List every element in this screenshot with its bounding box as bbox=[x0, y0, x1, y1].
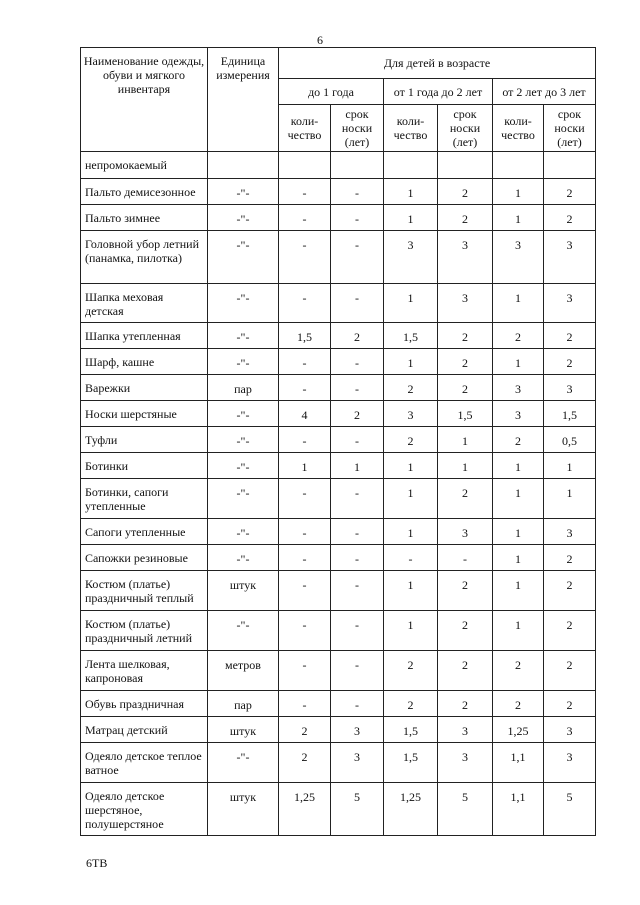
term-cell: 3 bbox=[544, 231, 596, 284]
term-cell: 3 bbox=[438, 717, 493, 743]
item-name: Лента шелковая, капроновая bbox=[81, 651, 208, 691]
term-cell bbox=[331, 152, 384, 179]
qty-cell: 2 bbox=[493, 691, 544, 717]
qty-cell: 2 bbox=[279, 743, 331, 783]
qty-cell: 1,5 bbox=[279, 323, 331, 349]
term-cell: 2 bbox=[438, 691, 493, 717]
page-number: 6 bbox=[317, 33, 323, 47]
qty-cell: - bbox=[279, 427, 331, 453]
term-cell: 3 bbox=[331, 743, 384, 783]
table-row bbox=[81, 205, 596, 231]
term-cell: 2 bbox=[438, 323, 493, 349]
qty-cell: 1 bbox=[493, 611, 544, 651]
table-row bbox=[81, 427, 596, 453]
term-cell: 2 bbox=[438, 479, 493, 519]
qty-cell bbox=[384, 152, 438, 179]
term-cell: 3 bbox=[331, 717, 384, 743]
qty-cell: 1,5 bbox=[384, 743, 438, 783]
qty-cell: 2 bbox=[493, 427, 544, 453]
qty-cell: 1 bbox=[493, 519, 544, 545]
qty-cell: - bbox=[384, 545, 438, 571]
item-name: Костюм (платье) праздничный летний bbox=[81, 611, 208, 651]
header-term: срок носки (лет) bbox=[438, 105, 493, 152]
term-cell: 5 bbox=[544, 783, 596, 836]
term-cell: 5 bbox=[331, 783, 384, 836]
item-unit: -"- bbox=[208, 519, 279, 545]
term-cell: 2 bbox=[544, 651, 596, 691]
qty-cell: 1 bbox=[384, 571, 438, 611]
table-row bbox=[81, 284, 596, 323]
term-cell: 2 bbox=[544, 179, 596, 205]
header-age-group: Для детей в возрасте bbox=[279, 48, 596, 79]
term-cell: - bbox=[331, 611, 384, 651]
qty-cell: - bbox=[279, 519, 331, 545]
term-cell: 3 bbox=[544, 743, 596, 783]
qty-cell: 1,1 bbox=[493, 783, 544, 836]
header-name: Наименование одежды, обуви и мягкого инвентаря bbox=[81, 48, 208, 152]
table-row bbox=[81, 453, 596, 479]
term-cell: - bbox=[331, 179, 384, 205]
term-cell: 2 bbox=[331, 323, 384, 349]
qty-cell: - bbox=[279, 691, 331, 717]
item-unit: штук bbox=[208, 717, 279, 743]
qty-cell: 1 bbox=[493, 179, 544, 205]
term-cell: 1 bbox=[544, 479, 596, 519]
qty-cell bbox=[279, 152, 331, 179]
table-row bbox=[81, 375, 596, 401]
clothing-norms-table bbox=[80, 47, 596, 836]
qty-cell: 1 bbox=[493, 453, 544, 479]
qty-cell: 1,25 bbox=[384, 783, 438, 836]
term-cell: - bbox=[438, 545, 493, 571]
item-name: Сапожки резиновые bbox=[81, 545, 208, 571]
item-name: Шапка утепленная bbox=[81, 323, 208, 349]
qty-cell: - bbox=[279, 179, 331, 205]
term-cell: 2 bbox=[438, 375, 493, 401]
qty-cell: 3 bbox=[493, 401, 544, 427]
table-row bbox=[81, 479, 596, 519]
table-row bbox=[81, 651, 596, 691]
term-cell: 5 bbox=[438, 783, 493, 836]
term-cell bbox=[438, 152, 493, 179]
term-cell bbox=[544, 152, 596, 179]
qty-cell: - bbox=[279, 611, 331, 651]
qty-cell: 2 bbox=[493, 323, 544, 349]
header-age-1: от 1 года до 2 лет bbox=[384, 79, 493, 105]
header-unit: Единица измерения bbox=[208, 48, 279, 152]
item-unit: -"- bbox=[208, 323, 279, 349]
table-row bbox=[81, 401, 596, 427]
qty-cell: - bbox=[279, 375, 331, 401]
header-term: срок носки (лет) bbox=[331, 105, 384, 152]
term-cell: 3 bbox=[438, 284, 493, 323]
qty-cell: 1,25 bbox=[279, 783, 331, 836]
term-cell: - bbox=[331, 479, 384, 519]
qty-cell: - bbox=[279, 205, 331, 231]
term-cell: - bbox=[331, 519, 384, 545]
qty-cell: 3 bbox=[493, 231, 544, 284]
item-unit: -"- bbox=[208, 205, 279, 231]
header-term: срок носки (лет) bbox=[544, 105, 596, 152]
header-age-2: от 2 лет до 3 лет bbox=[493, 79, 596, 105]
qty-cell: 1 bbox=[384, 479, 438, 519]
term-cell: 2 bbox=[438, 349, 493, 375]
table-row bbox=[81, 571, 596, 611]
qty-cell: 1 bbox=[493, 545, 544, 571]
item-unit: штук bbox=[208, 783, 279, 836]
qty-cell: 3 bbox=[493, 375, 544, 401]
header-age-0: до 1 года bbox=[279, 79, 384, 105]
term-cell: 2 bbox=[544, 205, 596, 231]
table-row bbox=[81, 691, 596, 717]
item-name: Костюм (платье) праздничный теплый bbox=[81, 571, 208, 611]
term-cell: - bbox=[331, 375, 384, 401]
table-row bbox=[81, 152, 596, 179]
item-unit bbox=[208, 152, 279, 179]
term-cell: 1 bbox=[438, 453, 493, 479]
qty-cell: - bbox=[279, 545, 331, 571]
qty-cell: 1 bbox=[384, 349, 438, 375]
qty-cell: 2 bbox=[384, 375, 438, 401]
item-name: Варежки bbox=[81, 375, 208, 401]
item-unit: -"- bbox=[208, 545, 279, 571]
term-cell: 2 bbox=[438, 205, 493, 231]
term-cell: 3 bbox=[438, 519, 493, 545]
qty-cell: 3 bbox=[384, 401, 438, 427]
term-cell: 1 bbox=[438, 427, 493, 453]
item-unit: -"- bbox=[208, 743, 279, 783]
qty-cell: 1 bbox=[384, 179, 438, 205]
term-cell: 1,5 bbox=[544, 401, 596, 427]
header-qty: коли-чество bbox=[279, 105, 331, 152]
term-cell: - bbox=[331, 231, 384, 284]
item-name: Ботинки, сапоги утепленные bbox=[81, 479, 208, 519]
term-cell: 3 bbox=[544, 519, 596, 545]
term-cell: - bbox=[331, 427, 384, 453]
footer-code: 6ТВ bbox=[86, 856, 108, 870]
header-qty: коли-чество bbox=[384, 105, 438, 152]
item-name: Пальто демисезонное bbox=[81, 179, 208, 205]
term-cell: 1 bbox=[544, 453, 596, 479]
item-name: Шапка меховая детская bbox=[81, 284, 208, 323]
qty-cell: 2 bbox=[384, 427, 438, 453]
term-cell: 2 bbox=[544, 349, 596, 375]
qty-cell: - bbox=[279, 571, 331, 611]
item-unit: штук bbox=[208, 571, 279, 611]
term-cell: 3 bbox=[438, 231, 493, 284]
table-row bbox=[81, 231, 596, 284]
term-cell: 3 bbox=[544, 284, 596, 323]
qty-cell: 1 bbox=[493, 284, 544, 323]
qty-cell: 1 bbox=[384, 519, 438, 545]
term-cell: 3 bbox=[544, 375, 596, 401]
item-unit: -"- bbox=[208, 349, 279, 375]
item-name: Ботинки bbox=[81, 453, 208, 479]
qty-cell: - bbox=[279, 284, 331, 323]
term-cell: - bbox=[331, 205, 384, 231]
table-row bbox=[81, 743, 596, 783]
item-name: Одеяло детское шерстяное, полушерстяное bbox=[81, 783, 208, 836]
table-body bbox=[81, 152, 596, 836]
qty-cell: 3 bbox=[384, 231, 438, 284]
item-unit: пар bbox=[208, 691, 279, 717]
item-unit: -"- bbox=[208, 231, 279, 284]
item-name: непромокаемый bbox=[81, 152, 208, 179]
qty-cell: - bbox=[279, 349, 331, 375]
qty-cell: 1 bbox=[384, 453, 438, 479]
table-row bbox=[81, 545, 596, 571]
item-name: Головной убор летний (панамка, пилотка) bbox=[81, 231, 208, 284]
term-cell: 2 bbox=[544, 691, 596, 717]
item-name: Матрац детский bbox=[81, 717, 208, 743]
item-unit: пар bbox=[208, 375, 279, 401]
term-cell: 2 bbox=[544, 571, 596, 611]
item-name: Шарф, кашне bbox=[81, 349, 208, 375]
qty-cell: 1,25 bbox=[493, 717, 544, 743]
qty-cell: 1 bbox=[279, 453, 331, 479]
qty-cell: 1 bbox=[384, 611, 438, 651]
qty-cell: 1 bbox=[493, 571, 544, 611]
term-cell: 3 bbox=[438, 743, 493, 783]
qty-cell: 1,5 bbox=[384, 323, 438, 349]
table-row bbox=[81, 323, 596, 349]
table-row bbox=[81, 783, 596, 836]
item-name: Пальто зимнее bbox=[81, 205, 208, 231]
term-cell: 2 bbox=[438, 651, 493, 691]
item-unit: метров bbox=[208, 651, 279, 691]
item-unit: -"- bbox=[208, 427, 279, 453]
qty-cell: 1,5 bbox=[384, 717, 438, 743]
term-cell: 2 bbox=[544, 323, 596, 349]
term-cell: 2 bbox=[331, 401, 384, 427]
qty-cell: - bbox=[279, 479, 331, 519]
table-row bbox=[81, 519, 596, 545]
item-unit: -"- bbox=[208, 179, 279, 205]
qty-cell: - bbox=[279, 231, 331, 284]
table-row bbox=[81, 349, 596, 375]
term-cell: 2 bbox=[438, 571, 493, 611]
qty-cell: 1,1 bbox=[493, 743, 544, 783]
qty-cell: 1 bbox=[493, 479, 544, 519]
qty-cell: 1 bbox=[493, 349, 544, 375]
qty-cell: 2 bbox=[384, 651, 438, 691]
qty-cell: 2 bbox=[279, 717, 331, 743]
item-name: Носки шерстяные bbox=[81, 401, 208, 427]
item-name: Одеяло детское теплое ватное bbox=[81, 743, 208, 783]
term-cell: - bbox=[331, 651, 384, 691]
term-cell: 2 bbox=[438, 611, 493, 651]
qty-cell bbox=[493, 152, 544, 179]
term-cell: - bbox=[331, 349, 384, 375]
qty-cell: 1 bbox=[384, 284, 438, 323]
qty-cell: 2 bbox=[493, 651, 544, 691]
qty-cell: 1 bbox=[493, 205, 544, 231]
header-qty: коли-чество bbox=[493, 105, 544, 152]
term-cell: - bbox=[331, 571, 384, 611]
term-cell: 2 bbox=[544, 611, 596, 651]
qty-cell: 2 bbox=[384, 691, 438, 717]
qty-cell: 1 bbox=[384, 205, 438, 231]
term-cell: 1,5 bbox=[438, 401, 493, 427]
item-name: Обувь праздничная bbox=[81, 691, 208, 717]
item-unit: -"- bbox=[208, 401, 279, 427]
term-cell: - bbox=[331, 545, 384, 571]
item-unit: -"- bbox=[208, 453, 279, 479]
term-cell: 2 bbox=[544, 545, 596, 571]
qty-cell: 4 bbox=[279, 401, 331, 427]
qty-cell: - bbox=[279, 651, 331, 691]
term-cell: 0,5 bbox=[544, 427, 596, 453]
term-cell: 3 bbox=[544, 717, 596, 743]
term-cell: 1 bbox=[331, 453, 384, 479]
table-row bbox=[81, 179, 596, 205]
term-cell: - bbox=[331, 691, 384, 717]
item-unit: -"- bbox=[208, 479, 279, 519]
table-row bbox=[81, 611, 596, 651]
table-row bbox=[81, 717, 596, 743]
item-unit: -"- bbox=[208, 284, 279, 323]
term-cell: - bbox=[331, 284, 384, 323]
term-cell: 2 bbox=[438, 179, 493, 205]
item-unit: -"- bbox=[208, 611, 279, 651]
item-name: Туфли bbox=[81, 427, 208, 453]
item-name: Сапоги утепленные bbox=[81, 519, 208, 545]
